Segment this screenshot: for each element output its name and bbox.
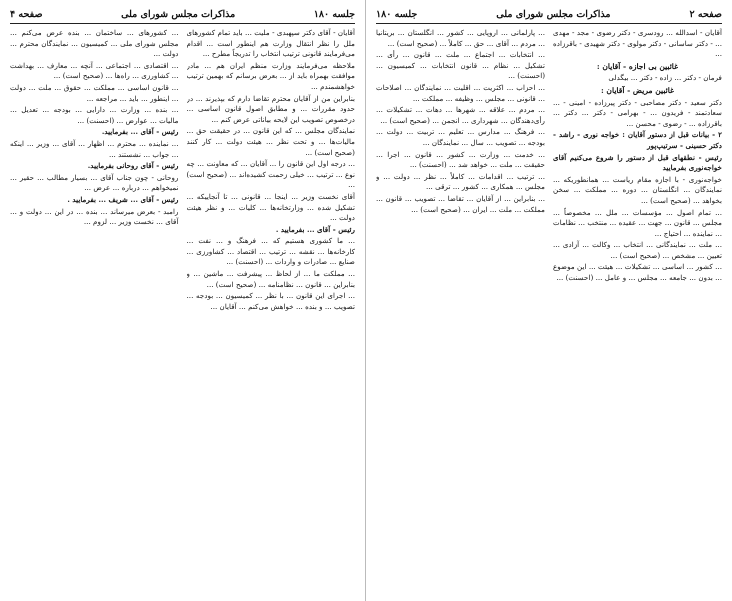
paragraph: غائبین بی اجازه - آقایان : [596,61,679,71]
right-page-header [376,8,722,24]
paragraph: بنابراین من از آقایان محترم تقاضا دارم که بپذیرند ... در حدود مقررات ... و مطابق اصول قانون اساسی ... درخصوص تصویب این لایحه بیاناتی عرض کنم ... [186,93,355,124]
paragraph: ... مملکت ما ... از لحاظ ... پیشرفت ... ماشین ... و بنابراین ... قانون ... نظامنامه ... (صحیح است) ... [186,269,355,289]
paragraph: ملاحظه می‌فرمایند وزارت منظم ایران هم ... مادر موافقت بهمراه باید از ... بعرض برسانم که بهمین ترتیب خواهشمندم ... [186,60,355,91]
right-page-columns [376,28,722,596]
left-page-header [10,8,355,24]
paragraph: ... ملت ... نمایندگانی ... انتخاب ... وکالت ... آزادی ... تعیین ... مشخص ... (صحیح است) ... [553,240,722,260]
paragraph: آقایان - آقای دکتر سپهبدی - ملیت ... باید تمام کشورهای ملل را نظر انتقال وزارت هم اینطور است ... اقدام می‌فرمایند قانونی ترتیب انتخاب را تدریجاً مطرح ... [186,28,355,59]
paragraph: ... پارلمانی ... اروپایی ... کشور ... انگلستان ... بریتانیا ... مردم ... آقای ... حق ... کاملاً ... (صحیح است) ... [376,28,545,48]
paragraph: ... کشور ... اساسی ... تشکیلات ... هیئت ... این موضوع ... بدون ... جامعه ... مجلس ... و عامل ... (احسنت) ... [553,262,722,283]
left-page-columns [10,28,355,596]
paragraph: خواجه‌نوری - با اجازه مقام ریاست ... همانطوریکه ... نمایندگان ... انگلستان ... دوره ... مملکت ... سخن بخواهد ... (صحیح است) ... [553,174,722,205]
paragraph: ... خدمت ... وزارت ... کشور ... قانون ... اجرا ... حقیقت ... ملت ... خواهد شد ... (احسنت) ... [376,149,545,170]
paragraph: ... اقتصادی ... اجتماعی ... آنچه ... معارف ... بهداشت ... کشاورزی ... راه‌ها ... (صحیح است) ... [10,60,179,81]
paragraph: آقایان - اسدالله ... رودسری - دکتر رضوی - مجد - مهدی ... - دکتر ساسانی - دکتر مولوی - دکتر شهیدی - باقرزاده ... [553,28,722,59]
paragraph: رئیس - آقای ... شریف ... بفرمایید . [67,194,179,204]
paragraph: دکتر سعید - دکتر مصاحبی - دکتر پیرزاده - امینی - ... سعادتمند - فریدون ... - بهرامی - دکتر ... دکتر ... باقرزاده ... - رضوی - محسن ... [553,97,722,128]
paragraph: ... ترتیب ... اقدامات ... کاملاً ... نظر ... دولت ... و مجلس ... همکاری ... کشور ... ترقی ... [376,171,545,192]
paragraph: ... تمام اصول ... مؤسسات ... ملل ... مخصوصاً ... مجلس ... قانون ... جهت ... عقیده ... منتخب ... نظامات ... نماینده ... احتیاج ... [553,207,722,238]
paragraph: رئیس - آقای ... بفرمایید. [101,127,179,137]
right-page-number: صفحه ۲ [689,8,722,20]
paragraph: ۲ - بیانات قبل از دستور آقایان : خواجه نوری - راشد - دکتر حسینی - سرتیپ‌پور [553,130,722,150]
paragraph: رئیس - آقای ... بفرمایید . [275,224,355,234]
paragraph: ... فرهنگ ... مدارس ... تعلیم ... تربیت ... دولت ... بودجه ... تصویب ... سال ... نمایندگان ... [376,127,545,147]
paragraph: ... احزاب ... اکثریت ... اقلیت ... نمایندگان ... اصلاحات ... قانونی ... مجلس ... وظیفه ... مملکت ... [376,82,545,103]
left-page-col-left [10,28,179,596]
paragraph: ... کشورهای ... ساختمان ... بنده عرض می‌کنم ... مجلس شورای ملی ... کمیسیون ... نمایندگان محترم ... دولت ... [10,28,179,59]
right-page-col-left [376,28,545,596]
paragraph: نمایندگان مجلس ... که این قانون ... در حقیقت حق ... مالیات‌ها ... و تحت نظر ... هیئت دولت ... کار کنند (صحیح است) ... [186,126,355,157]
right-header-title: مذاکرات مجلس شورای ملی [496,8,611,20]
paragraph: ... بنابراین ... از آقایان ... تقاضا ... تصویب ... قانون ... مملکت ... ملت ... ایران ... (صحیح است) ... [376,193,545,214]
paragraph: ... نماینده ... محترم ... اظهار ... آقای ... وزیر ... اینکه ... جواب ... نشستند ... [10,138,179,159]
right-session-label: جلسه ۱۸۰ [376,8,418,20]
right-page-col-right [553,28,722,596]
paragraph: روحانی - چون جناب آقای ... بسیار مطالب ... حقیر ... نمیخواهم ... درباره ... عرض ... [10,172,179,193]
paragraph: ... بنده ... وزارت ... دارایی ... بودجه ... تعدیل ... مالیات ... عوارض ... (احسنت) ... [10,105,179,125]
left-page-col-right [187,28,356,596]
paragraph: ... انتخابات ... اجتماع ... ملت ... قانون ... رأی ... تشکیل ... نظام ... قانون انتخابات ... کمیسیون ... (احسنت) ... [376,50,545,81]
paragraph: ... مردم ... علاقه ... شهرها ... دهات ... تشکیلات ... رأی‌دهندگان ... شهرداری ... انجمن ... (صحیح است) ... [376,105,545,125]
paragraph: فرمان - دکتر ... زاده - دکتر ... بیگدلی [608,73,722,83]
paragraph: آقای نخست وزیر ... اینجا ... قانونی ... تا آنجاییکه ... تشکیل شده ... وزارتخانه‌ها ... کلیات ... و نظر هیئت دولت ... [186,191,355,223]
paragraph: ... درجه اول این قانون را ... آقایان ... که معاونت ... چه نوع ... ترتیب ... خیلی زحمت کشیده‌اند ... (صحیح است) ... [186,159,355,190]
paragraph: ... قانون اساسی ... مملکت ... حقوق ... ملت ... دولت ... اینطور ... باید ... مراجعه ... [10,82,179,103]
right-page [366,0,732,601]
paragraph: رامبد - بعرض میرساند ... بنده ... در این ... دولت و ... آقای ... نخست وزیر ... لزوم ... [10,206,179,227]
paragraph: رئیس - آقای روحانی بفرمایید. [87,161,179,171]
paragraph: ... اجرای این قانون ... با نظر ... کمیسیون ... بودجه ... تصویب ... و بنده ... خواهش می‌کنم ... آقایان ... [186,291,355,311]
paragraph: رئیس - نطقهای قبل از دستور را شروع می‌کنیم آقای خواجه‌نوری بفرمایید [553,152,722,173]
paragraph: غائبین مریض - آقایان : [600,85,675,95]
left-header-title: مذاکرات مجلس شورای ملی [121,8,236,20]
left-page-number: صفحه ۴ [10,8,43,20]
paragraph: ... ما کشوری هستیم که ... فرهنگ و ... نفت ... کارخانه‌ها ... نقشه ... ترتیب ... اقتصاد ... کشاورزی ... صنایع ... صادرات و واردات ... (احسنت) ... [186,236,355,267]
left-session-label: جلسه ۱۸۰ [313,8,355,20]
